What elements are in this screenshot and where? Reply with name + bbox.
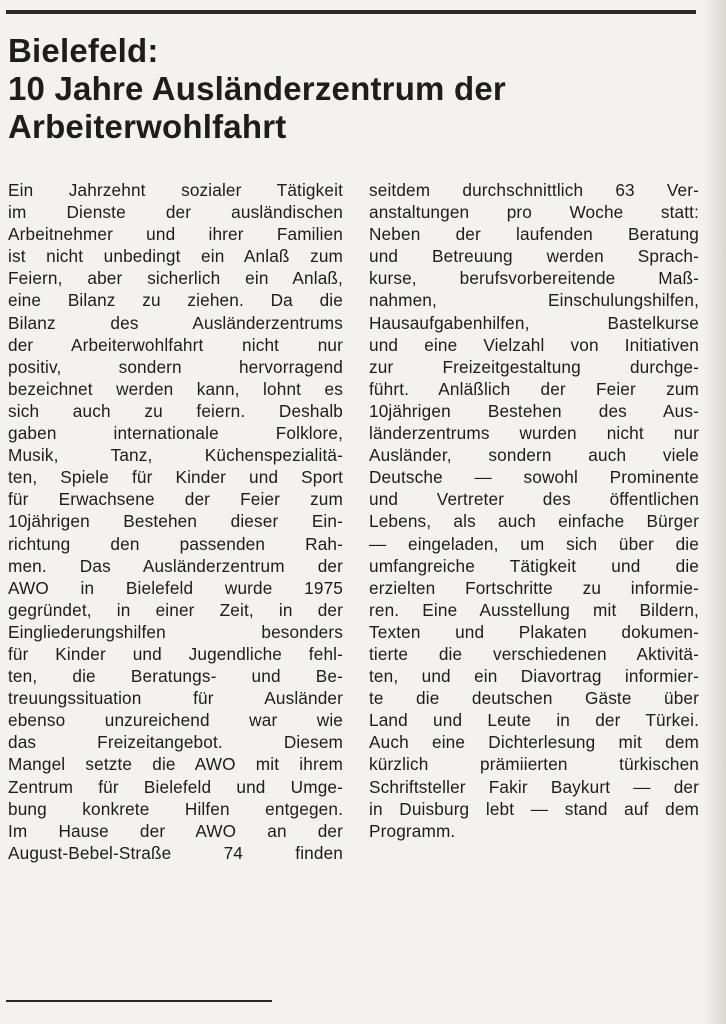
text-line: kürzlich prämiierten türkischen xyxy=(369,754,699,775)
text-line: AWO in Bielefeld wurde 1975 xyxy=(8,577,343,598)
article-headline xyxy=(8,32,648,146)
text-line: umfangreiche Tätigkeit und die xyxy=(369,555,699,576)
text-line: treuungssituation für Ausländer xyxy=(8,688,343,709)
text-line: seitdem durchschnittlich 63 Ver- xyxy=(369,180,699,200)
text-line: ebenso unzureichend war wie xyxy=(8,710,343,731)
text-line: kurse, berufsvorbereitende Maß- xyxy=(369,268,699,289)
text-line: für Kinder und Jugendliche fehl- xyxy=(8,643,343,664)
text-line: das Freizeitangebot. Diesem xyxy=(8,732,343,753)
text-line: te die deutschen Gäste über xyxy=(369,688,699,709)
text-line: bung konkrete Hilfen entgegen. xyxy=(8,798,343,819)
text-line: Arbeitnehmer und ihrer Familien xyxy=(8,224,343,245)
text-line: erzielten Fortschritte zu informie- xyxy=(369,577,699,598)
text-line: gaben internationale Folklore, xyxy=(8,423,343,444)
text-line: Deutsche — sowohl Prominente xyxy=(369,467,699,488)
text-line: Lebens, als auch einfache Bürger xyxy=(369,511,699,532)
text-line: führt. Anläßlich der Feier zum xyxy=(369,378,699,399)
text-line: eine Bilanz zu ziehen. Da die xyxy=(8,290,343,311)
text-line: sich auch zu feiern. Deshalb xyxy=(8,400,343,421)
text-line: men. Das Ausländerzentrum der xyxy=(8,555,343,576)
page-edge-shadow xyxy=(704,0,726,1024)
text-line: zur Freizeitgestaltung durchge- xyxy=(369,356,699,377)
text-line: Musik, Tanz, Küchenspezialitä- xyxy=(8,445,343,466)
text-line: anstaltungen pro Woche statt: xyxy=(369,202,699,223)
text-line: Eingliederungshilfen besonders xyxy=(8,621,343,642)
text-line: nahmen, Einschulungshilfen, xyxy=(369,290,699,311)
text-line: für Erwachsene der Feier zum xyxy=(8,489,343,510)
text-line: tierte die verschiedenen Aktivitä- xyxy=(369,643,699,664)
text-line: Schriftsteller Fakir Baykurt — der xyxy=(369,776,699,797)
text-line: länderzentrums wurden nicht nur xyxy=(369,423,699,444)
top-rule xyxy=(6,10,696,14)
text-line: der Arbeiterwohlfahrt nicht nur xyxy=(8,334,343,355)
text-line: Zentrum für Bielefeld und Umge- xyxy=(8,776,343,797)
text-line: ist nicht unbedingt ein Anlaß zum xyxy=(8,246,343,267)
text-line: Land und Leute in der Türkei. xyxy=(369,710,699,731)
text-line: ten, und ein Diavortrag informier- xyxy=(369,666,699,687)
text-line: Mangel setzte die AWO mit ihrem xyxy=(8,754,343,775)
text-line: in Duisburg lebt — stand auf dem xyxy=(369,798,699,819)
text-line: Im Hause der AWO an der xyxy=(8,820,343,841)
headline-line-1: Bielefeld: xyxy=(8,32,159,69)
text-line: Programm. xyxy=(369,820,456,841)
text-line: im Dienste der ausländischen xyxy=(8,202,343,223)
address-underline xyxy=(6,1000,272,1002)
text-line: ten, Spiele für Kinder und Sport xyxy=(8,467,343,488)
text-line: positiv, sondern hervorragend xyxy=(8,356,343,377)
text-line: und Betreuung werden Sprach- xyxy=(369,246,699,267)
article-column-left xyxy=(8,179,343,864)
text-line: bezeichnet werden kann, lohnt es xyxy=(8,378,343,399)
text-line: Ausländer, sondern auch viele xyxy=(369,445,699,466)
text-line: Feiern, aber sicherlich ein Anlaß, xyxy=(8,268,343,289)
text-line: Bilanz des Ausländerzentrums xyxy=(8,312,343,333)
text-line: — eingeladen, um sich über die xyxy=(369,533,699,554)
text-line: 10jährigen Bestehen des Aus- xyxy=(369,400,699,421)
text-line: richtung den passenden Rah- xyxy=(8,533,343,554)
text-line: Ein Jahrzehnt sozialer Tätigkeit xyxy=(8,180,343,200)
text-line: ten, die Beratungs- und Be- xyxy=(8,666,343,687)
text-line: und eine Vielzahl von Initiativen xyxy=(369,334,699,355)
text-line: gegründet, in einer Zeit, in der xyxy=(8,599,343,620)
article-column-right xyxy=(369,179,699,842)
text-line: 10jährigen Bestehen dieser Ein- xyxy=(8,511,343,532)
text-line: ren. Eine Ausstellung mit Bildern, xyxy=(369,599,699,620)
text-line: Neben der laufenden Beratung xyxy=(369,224,699,245)
text-line: Auch eine Dichterlesung mit dem xyxy=(369,732,699,753)
text-line: und Vertreter des öffentlichen xyxy=(369,489,699,510)
headline-line-2: 10 Jahre Ausländerzentrum der xyxy=(8,70,506,107)
headline-line-3: Arbeiterwohlfahrt xyxy=(8,108,287,145)
text-line: August-Bebel-Straße 74 finden xyxy=(8,842,343,863)
text-line: Hausaufgabenhilfen, Bastelkurse xyxy=(369,312,699,333)
text-line: Texten und Plakaten dokumen- xyxy=(369,621,699,642)
